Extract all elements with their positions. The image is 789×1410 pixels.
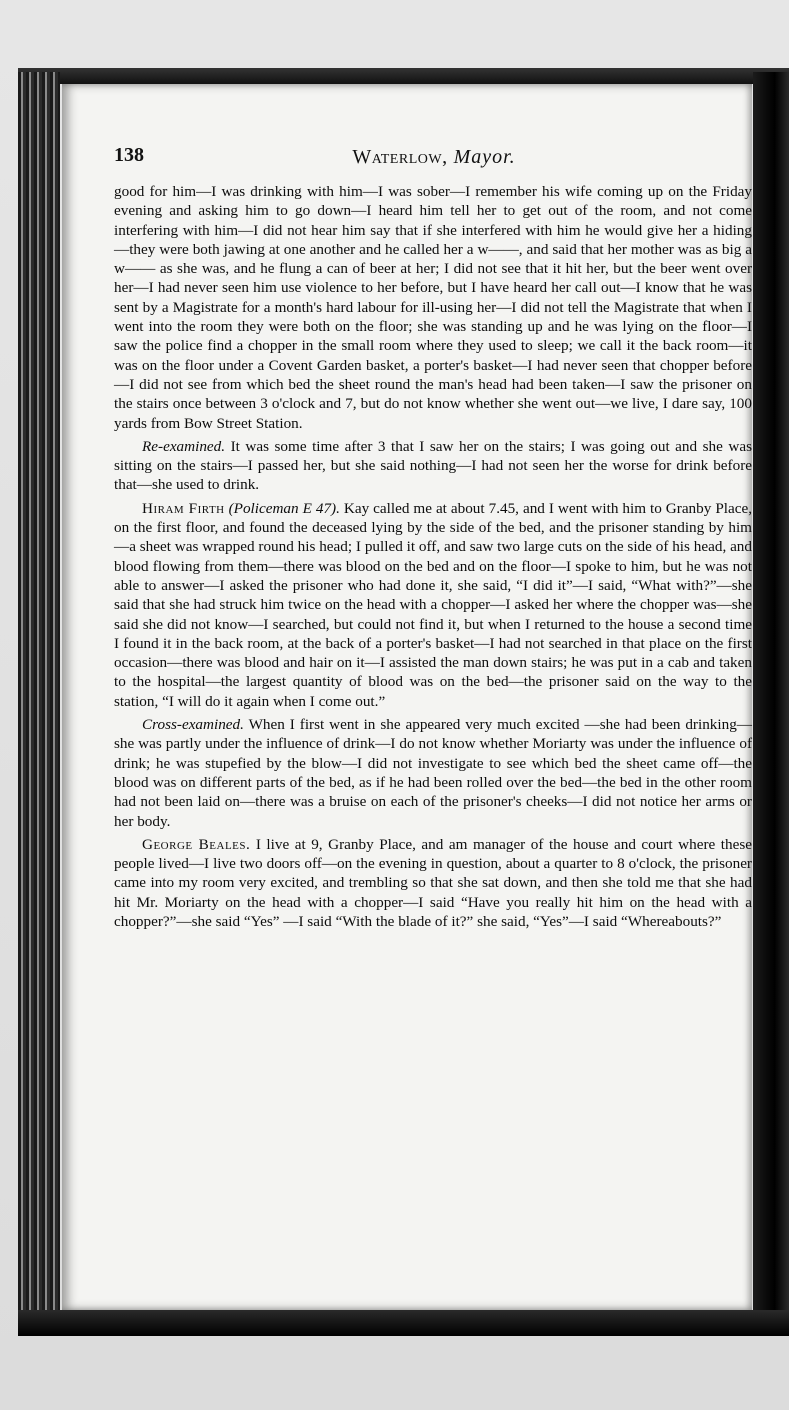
page-number: 138 [114,144,144,166]
book-top-edge [18,68,789,84]
paragraph-text: I live at 9, Granby Place, and am manager of the house and court where these people lived—I live two doors off—on the evening in question, about a quarter to 8 o'clock, the prisoner came into my room very excited, and trembling so that she sat down, and then she told me that she had hit Mr. Moriarty on the head with a chopper—I said “Have you really hit him on the head with a chopper?”—she said “Yes” —I said “With the blade of it?” she said, “Yes”—I said “Whereabouts?” [114,835,753,930]
paragraph-hiram-firth [114,499,752,711]
body-text [114,182,752,931]
book-spine-edge [18,72,60,1334]
book-bottom-edge [18,1310,789,1336]
witness-name: George Beales. [142,835,251,853]
paragraph-label: Cross-examined. [142,716,244,734]
paragraph-text: good for him—I was drinking with him—I was sober—I remember his wife coming up on the Friday evening and asking him to go down—I heard him tell her to get out of the room, and not come interfering with him—I did not hear him say that if she interfered with him he would give her a hiding —they were both jawing at one another and he called her a w——, and said that her mother was as big a w—— as she was, and he flung a can of beer at her; I did not see that it hit her, but the beer went over her—I had never seen him use violence to her before, but I have heard her call out—I know that he was sent by a Magistrate for a month's hard labour for ill-using her—I did not tell the Magistrate that when I went into the room they were both on the floor; she was standing up and he was lying on the floor—I saw the police find a chopper in the small room where they used to sleep; we call it the back room—it was on the floor under a Covent Garden basket, a porter's basket—I had never seen that chopper before—I did not see from which bed the sheet round the man's head had been taken—I saw the prisoner on the stairs once between 3 o'clock and 7, but do not know whether she went out—we live, I dare say, 100 yards from Bow Street Station. [114,183,752,432]
paragraph-text: Kay called me at about 7.45, and I went with him to Granby Place, on the first floor, and found the deceased lying by the side of the bed, and the prisoner standing by him—a sheet was wrapped round his head; I pulled it off, and saw two large cuts on the side of his head, and blood flowing from them—there was blood on the bed and on the floor—I spoke to him, but he was not able to answer—I asked the prisoner who had done it, she said, “I did it”—I said, “What with?”—she said that she had struck him twice on the head with a chopper—I asked her where the chopper was—she said she did not know—I searched, but could not find it, but when I returned to the house a second time I found it in the back room, at the back of a porter's basket—I had not searched in that place on the first occasion—there was blood and hair on it—I assisted the man down stairs; he was put in a cab and taken to the hospital—the largest quantity of blood was on the bed—the prisoner said on the way to the station, “I will do it again when I come out.” [114,499,753,710]
paragraph-text: When I first went in she appeared very much excited —she had been drinking—she was partly under the influence of drink—I do not know whether Moriarty was under the influence of drink; he was stupefied by the blow—I did not investigate to see which bed the sheet came off—the blood was on different parts of the bed, as if he had been rolled over the bed—the bed in the other room had not been laid on—there was a bruise on each of the prisoner's cheeks—I did not notice her arms or her body. [114,716,752,830]
witness-role: (Policeman E 47). [228,499,340,517]
page-sheet [62,84,752,1310]
running-head-title [114,146,754,169]
running-head [114,144,754,174]
paragraph-cross-examined [114,715,752,831]
paragraph-text: It was some time after 3 that I saw her on the stairs; I was going out and she was sitting on the stairs—I passed her, but she said nothing—I had not seen her the worse for drink before that—she used to drink. [114,437,752,494]
book-cover-edge [753,72,789,1334]
running-head-mayor: Mayor. [453,146,516,168]
running-head-name: Waterlow, [352,146,448,168]
witness-name: Hiram Firth [142,499,225,517]
paragraph-testimony-continued [114,182,752,433]
paragraph-george-beales [114,835,752,931]
paragraph-label: Re-examined. [142,437,226,455]
paragraph-re-examined [114,437,752,495]
